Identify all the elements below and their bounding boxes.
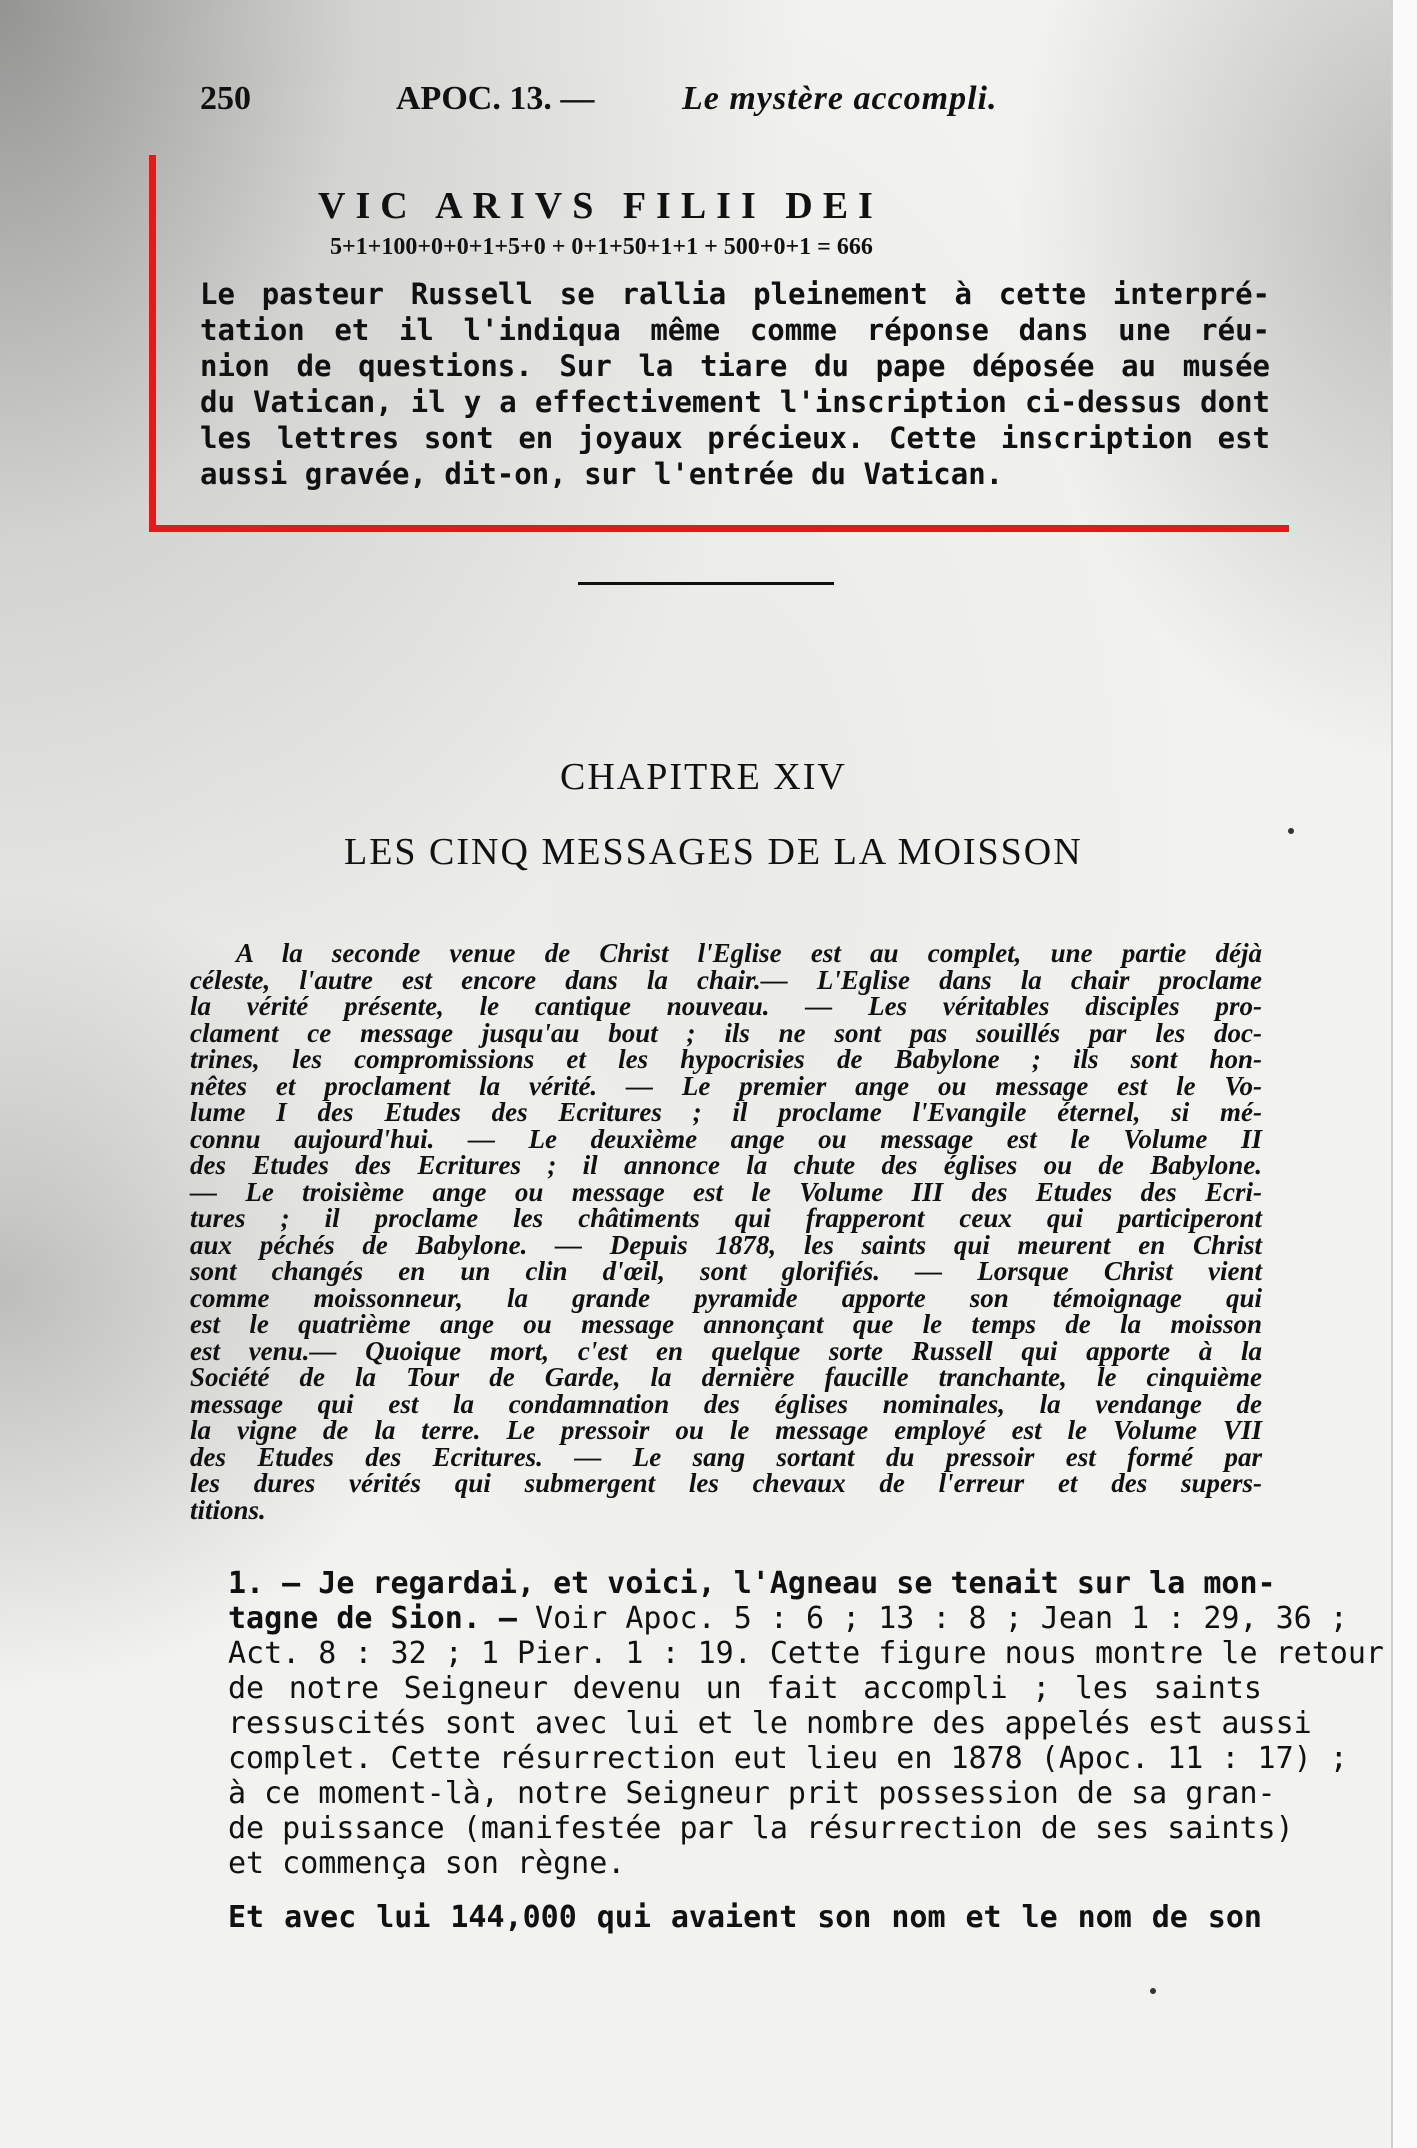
verse-line: complet. Cette résurrection eut lieu en 1878 (Apoc. 11 : 17) ;	[228, 1741, 1348, 1776]
summary-line: A la seconde venue de Christ l'Eglise est au complet, une partie déjà	[236, 938, 1262, 968]
summary-line: la vérité présente, le cantique nouveau. — Les véritables disciples pro-	[190, 991, 1262, 1021]
paragraph-line: tation et il l'indiqua même comme réponse dans une réu-	[200, 313, 1270, 347]
summary-line: des Etudes des Ecritures ; il annonce la chute des églises ou de Babylone.	[190, 1150, 1262, 1180]
summary-line: clament ce message jusqu'au bout ; ils ne sont pas souillés par les doc-	[190, 1017, 1262, 1048]
summary-line: tures ; il proclame les châtiments qui frapperont ceux qui participeront	[190, 1203, 1262, 1233]
inscription-title: VIC ARIVS FILII DEI	[318, 185, 883, 227]
verse-1-lead-cont: tagne de Sion. —	[228, 1601, 517, 1636]
summary-line: est le quatrième ange ou message annonçant que le temps de la moisson	[190, 1309, 1262, 1339]
chapter-title: CHAPITRE XIV	[560, 756, 847, 798]
summary-line: comme moissonneur, la grande pyramide apporte son témoignage qui	[190, 1282, 1262, 1313]
verse-line: et commença son règne.	[228, 1846, 626, 1881]
running-header	[200, 80, 1180, 130]
summary-line: céleste, l'autre est encore dans la chair.— L'Eglise dans la chair proclame	[190, 964, 1262, 995]
verse-continuation: Et avec lui 144,000 qui avaient son nom et le nom de son	[228, 1900, 1262, 1935]
scan-speck	[1150, 1988, 1156, 1994]
paragraph-line: les lettres sont en joyaux précieux. Cette inscription est	[200, 421, 1270, 455]
summary-line: est venu.— Quoique mort, c'est en quelque sorte Russell qui apporte à la	[190, 1335, 1262, 1366]
summary-line: message qui est la condamnation des églises nominales, la vendange de	[190, 1388, 1262, 1419]
verse-line	[228, 1566, 1276, 1601]
book-reference: APOC. 13. —	[396, 80, 595, 117]
scan-speck	[1288, 828, 1294, 834]
verse-1-commentary	[228, 1566, 1384, 1881]
verse-1-reference: Voir Apoc. 5 : 6 ; 13 : 8 ; Jean 1 : 29, 36 ;	[516, 1601, 1348, 1636]
inscription-sum: 5+1+100+0+0+1+5+0 + 0+1+50+1+1 + 500+0+1 = 666	[330, 234, 873, 260]
page-edge	[1391, 0, 1417, 2148]
verse-line: ressuscités sont avec lui et le nombre des appelés est aussi	[228, 1706, 1312, 1741]
verse-line: de notre Seigneur devenu un fait accompli ; les saints	[228, 1671, 1262, 1706]
summary-line: — Le troisième ange ou message est le Volume III des Etudes des Ecri-	[190, 1176, 1262, 1207]
chapter-summary	[190, 940, 1262, 1523]
paragraph-line: du Vatican, il y a effectivement l'inscription ci-dessus dont	[200, 385, 1270, 419]
summary-line: les dures vérités qui submergent les chevaux de l'erreur et des supers-	[190, 1468, 1262, 1498]
paragraph-line: aussi gravée, dit-on, sur l'entrée du Vatican.	[200, 457, 1004, 491]
paragraph-line: nion de questions. Sur la tiare du pape déposée au musée	[200, 349, 1270, 383]
summary-line: titions.	[190, 1494, 266, 1525]
verse-line: Act. 8 : 32 ; 1 Pier. 1 : 19. Cette figure nous montre le retour	[228, 1636, 1384, 1671]
header-subtitle: Le mystère accompli.	[682, 80, 998, 117]
summary-line: la vigne de la terre. Le pressoir ou le message employé est le Volume VII	[190, 1415, 1262, 1445]
summary-line: sont changés en un clin d'œil, sont glorifiés. — Lorsque Christ vient	[190, 1256, 1262, 1286]
inscription-paragraph	[200, 276, 1270, 492]
page-number: 250	[200, 80, 251, 117]
verse-line: à ce moment-là, notre Seigneur prit possession de sa gran-	[228, 1776, 1276, 1811]
verse-line	[228, 1601, 1348, 1636]
summary-line: trines, les compromissions et les hypocrisies de Babylone ; ils sont hon-	[190, 1044, 1262, 1074]
summary-line: des Etudes des Ecritures. — Le sang sortant du pressoir est formé par	[190, 1441, 1262, 1472]
section-divider	[578, 582, 834, 585]
verse-1-lead: 1. — Je regardai, et voici, l'Agneau se tenait sur la mon-	[228, 1566, 1276, 1601]
chapter-subtitle: LES CINQ MESSAGES DE LA MOISSON	[344, 831, 1083, 873]
summary-line: lume I des Etudes des Ecritures ; il proclame l'Evangile éternel, si mé-	[190, 1097, 1262, 1127]
paragraph-line: Le pasteur Russell se rallia pleinement à cette interpré-	[200, 277, 1270, 311]
summary-line: nêtes et proclament la vérité. — Le premier ange ou message est le Vo-	[190, 1070, 1262, 1101]
summary-line: connu aujourd'hui. — Le deuxième ange ou message est le Volume II	[190, 1123, 1262, 1154]
summary-line: aux péchés de Babylone. — Depuis 1878, les saints qui meurent en Christ	[190, 1229, 1262, 1260]
summary-line: Société de la Tour de Garde, la dernière faucille tranchante, le cinquième	[190, 1362, 1262, 1392]
verse-line: de puissance (manifestée par la résurrection de ses saints)	[228, 1811, 1294, 1846]
